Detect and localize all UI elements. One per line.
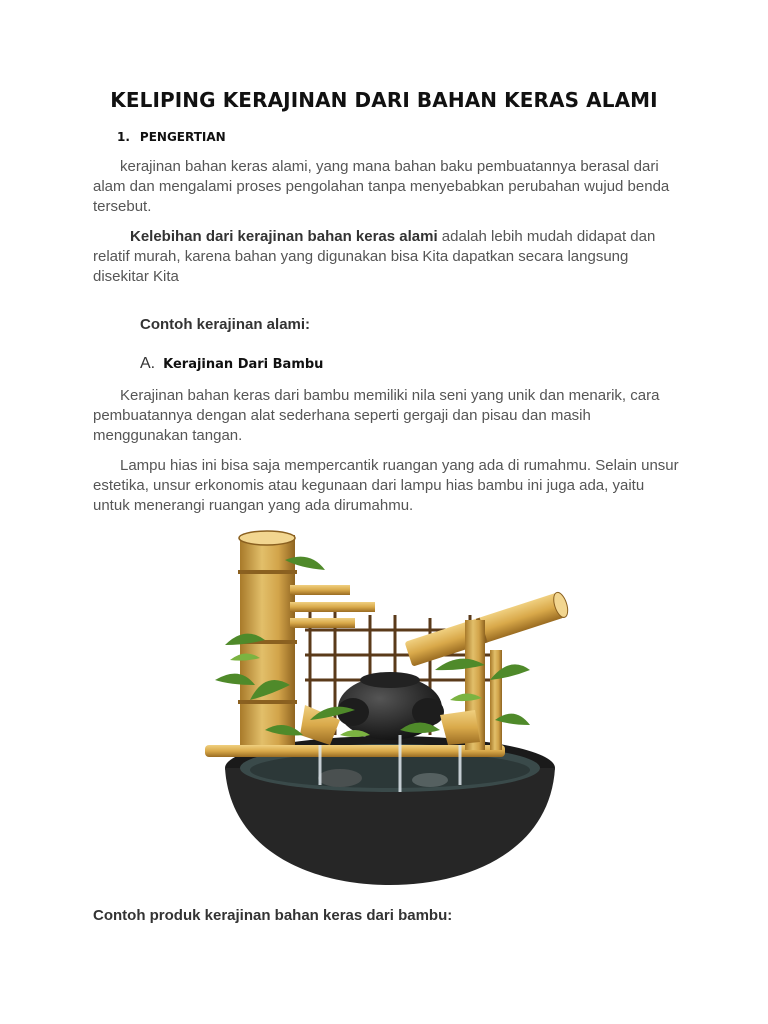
bamboo-fountain-image xyxy=(190,530,590,900)
image-caption: Contoh produk kerajinan bahan keras dari bambu: xyxy=(93,907,453,924)
paragraph-definition-text: kerajinan bahan keras alami, yang mana bahan baku pembuatannya berasal dari alam dan mengalami proses pengolahan tanpa menyebabkan perubahan wujud benda tersebut. xyxy=(93,158,670,215)
paragraph-definition xyxy=(93,157,683,217)
paragraph-bamboo-craft-text: Kerajinan bahan keras dari bambu memiliki nila seni yang unik dan menarik, cara pembuatannya dengan alat sederhana seperti gergaji dan pisau dan masih menggunakan tangan. xyxy=(93,387,660,444)
section-heading-pengertian xyxy=(117,130,226,144)
section-heading-text: PENGERTIAN xyxy=(139,130,226,144)
advantages-text: adalah lebih mudah didapat dan relatif murah, karena bahan yang digunakan bisa Kita dapatkan secara langsung disekitar Kita xyxy=(93,228,656,285)
paragraph-advantages xyxy=(93,227,683,287)
subsection-letter: A. xyxy=(140,355,156,372)
subsection-heading-bamboo xyxy=(140,355,323,373)
page-title: KELIPING KERAJINAN DARI BAHAN KERAS ALAMI xyxy=(110,88,658,112)
examples-heading: Contoh kerajinan alami: xyxy=(140,316,311,333)
paragraph-lamp-text: Lampu hias ini bisa saja mempercantik ruangan yang ada di rumahmu. Selain unsur estetika, unsur erkonomis atau kegunaan dari lampu hias bambu ini juga ada, yaitu untuk menerangi ruangan yang ada dirumahmu. xyxy=(93,457,679,514)
paragraph-bamboo-craft xyxy=(93,386,683,446)
section-number: 1. xyxy=(117,130,130,144)
paragraph-lamp xyxy=(93,456,683,516)
subsection-heading-text: Kerajinan Dari Bambu xyxy=(163,357,324,372)
advantages-bold-text: Kelebihan dari kerajinan bahan keras alami xyxy=(130,228,438,245)
